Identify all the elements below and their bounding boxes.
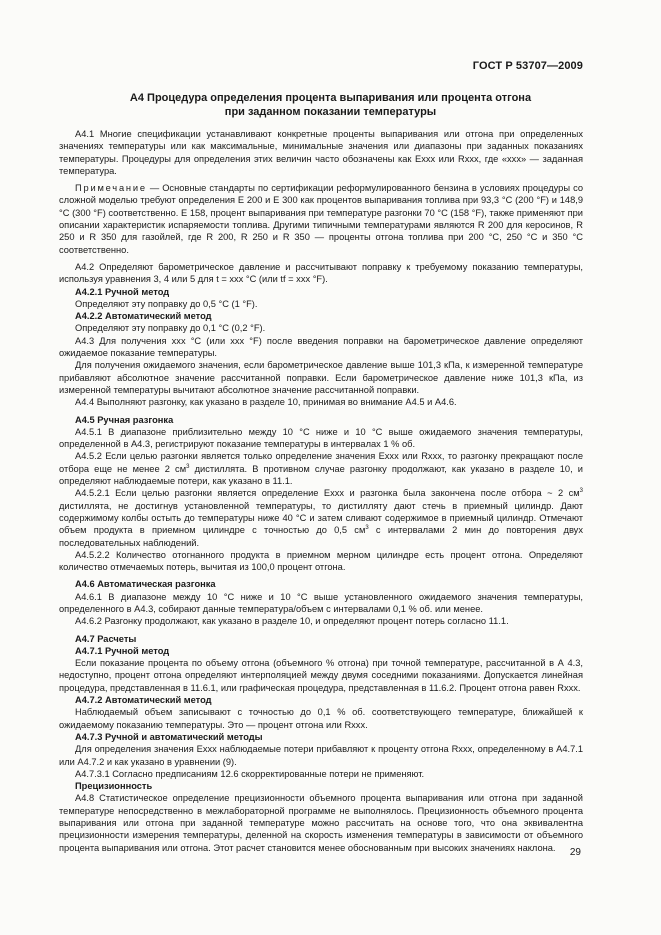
paragraph-a4-7-3-1: А4.7.3.1 Согласно предписаниям 12.6 скорректированные потери не применяют.: [75, 768, 425, 779]
paragraph-a4-7-2: Наблюдаемый объем записывают с точностью до 0,1 % об. соответствующего температуре, ближайшей к ожидаемому показанию температуры. Это — процент отгона или Rxxx.: [59, 707, 583, 730]
heading-a4-7-3: А4.7.3 Ручной и автоматический методы: [75, 731, 263, 742]
paragraph-a4-2-1: Определяют эту поправку до 0,5 °С (1 °F).: [75, 298, 258, 309]
paragraph-a4-5-2-1-text-3: с интервалами 2 мин до повторения двух последовательных наблюдений.: [59, 525, 583, 548]
heading-a4-2-2: А4.2.2 Автоматический метод: [75, 311, 212, 322]
document-body: [59, 128, 583, 854]
section-title: [60, 92, 601, 119]
heading-a4-7-2: А4.7.2 Автоматический метод: [75, 695, 212, 706]
paragraph-a4-3: А4.3 Для получения ххх °С (или ххх °F) после введения поправки на барометрическое давление определяют ожидаемое показание температуры.: [59, 335, 583, 359]
paragraph-a4-5-2-1-text-2: дистиллята, не достигнув установленной температуры, то дистилляту дают стечь в приемный цилиндр. Дают содержимому колбы остыть до температуры ниже 40 °С и затем сливают содержимое в приемный цилиндр. Отмечают объем продукта в приемном цилиндре с точностью до 0,5 см: [59, 500, 583, 536]
paragraph-a4-6-2: А4.6.2 Разгонку продолжают, как указано в разделе 10, и определяют процент потерь согласно 11.1.: [75, 616, 509, 627]
paragraph-a4-4: А4.4 Выполняют разгонку, как указано в разделе 10, принимая во внимание А4.5 и А4.6.: [75, 397, 457, 408]
paragraph-a4-2: А4.2 Определяют барометрическое давление и рассчитывают поправку к требуемому показанию температуры, используя уравнения 3, 4 или 5 для t = ххх °С (или tf = xxx °F).: [59, 261, 583, 285]
section-title-line-2: при заданном показании температуры: [224, 105, 437, 118]
heading-precision: Прецизионность: [75, 781, 153, 792]
paragraph-a4-5-2-1: [59, 487, 583, 548]
paragraph-a4-1: А4.1 Многие спецификации устанавливают конкретные проценты выпаривания или отгона при определенных значениях температуры или как максимальные, минимальные значения или диапазоны при заданных показаниях температуры. Процедуры для определения этих величин часто обозначены как Еххх или Rxxx, где «xxx» — заданная температура.: [59, 129, 583, 176]
section-title-line-1: А4 Процедура определения процента выпаривания или процента отгона: [129, 92, 532, 104]
paragraph-a4-3-b: Для получения ожидаемого значения, если барометрическое давление выше 101,3 кПа, к измеренной температуре прибавляют абсолютное значение рассчитанной поправки. Если барометрическое давление ниже 101,3 кПа, из измеренной температуры вычитают абсолютное значение рассчитанной поправки.: [59, 360, 583, 395]
heading-a4-6: А4.6 Автоматическая разгонка: [75, 579, 216, 590]
paragraph-a4-5-2-1-text-1: А4.5.2.1 Если целью разгонки является определение Еххх и разгонка была закончена после отбора ~ 2 см: [75, 488, 580, 499]
note-text: — Основные стандарты по сертификации реформулированного бензина в условиях процедуры со сложной моделью требуют определения Е 200 и Е 300 как процентов выпаривания топлива при 93,3 °С (200 °F) и 148,9 °С (300 °F) соответственно. Е 158, процент выпаривания при температуре разгонки 70 °С (158 °F), также применяют при описании характеристик испаряемости топлива. Другими типичными температурами являются R 200 для керосинов, R 250 и R 350 для газойлей, где R 200, R 250 и R 350 — проценты отгона топлива при 200 °С, 250 °С и 350 °С соответственно.: [59, 183, 583, 255]
paragraph-a4-7-3: Для определения значения Еххх наблюдаемые потери прибавляют к проценту отгона Rxxx, определенному в А4.7.1 или А4.7.2 и как указано в уравнении (9).: [59, 744, 583, 767]
paragraph-a4-8: А4.8 Статистическое определение прецизионности объемного процента выпаривания или отгона при заданной температуре непосредственно в межлабораторной программе не выполнялось. Прецизионность объемного процента выпаривания или отгона при заданной температуре можно рассчитать на основе того, что она эквивалентна прецизионности измерения температуры, деленной на скорость изменения температуры в зависимости от объемного процента выпаривания или отгона. Этот расчет становится менее обоснованным при высоких значениях наклона.: [59, 793, 583, 853]
heading-a4-5: А4.5 Ручная разгонка: [75, 414, 174, 425]
superscript-3: 3: [186, 463, 190, 470]
paragraph-a4-5-2-text-2: дистиллята. В противном случае разгонку продолжают, как указано в разделе 10, и определяют наблюдаемые потери, как указано в 11.1.: [59, 463, 583, 487]
paragraph-a4-5-2: [59, 450, 583, 487]
page-number: 29: [569, 847, 581, 858]
heading-a4-7: А4.7 Расчеты: [75, 633, 137, 644]
note-label: Примечание: [75, 183, 147, 194]
paragraph-a4-2-2: Определяют эту поправку до 0,1 °С (0,2 °F).: [75, 323, 266, 334]
paragraph-a4-6-1: А4.6.1 В диапазоне между 10 °С ниже и 10 °С выше установленного ожидаемого значения температуры, определенного в А4.3, собирают данные температура/объем с интервалами 0,1 % об. или менее.: [59, 591, 583, 614]
document-code: ГОСТ Р 53707—2009: [472, 60, 583, 72]
note-paragraph: [59, 182, 583, 256]
paragraph-a4-7-1: Если показание процента по объему отгона (объемного % отгона) при точной температуре, рассчитанной в А 4.3, недоступно, процент отгона определяют интерполяцией между двумя соседними показаниями. Допускается линейная процедура, представленная в 11.6.1, или графическая процедура, представленная в 11.6.2. Процент отгона равен Rxxx.: [59, 658, 583, 693]
heading-a4-7-1: А4.7.1 Ручной метод: [75, 645, 170, 656]
heading-a4-2-1: А4.2.1 Ручной метод: [75, 286, 170, 297]
paragraph-a4-5-2-text-1: А4.5.2 Если целью разгонки является только определение значения Еххх или Rxxx, то разгонку прекращают после отбора еще не менее 2 см: [59, 451, 583, 474]
paragraph-a4-5-1: А4.5.1 В диапазоне приблизительно между 10 °С ниже и 10 °С выше ожидаемого значения температуры, определенной в А4.3, регистрируют показание температуры в интервалах 1 % об.: [59, 426, 583, 450]
superscript-3: 3: [365, 525, 369, 532]
superscript-3: 3: [579, 488, 583, 495]
paragraph-a4-5-2-2: А4.5.2.2 Количество отогнанного продукта в приемном мерном цилиндре есть процент отгона. Определяют количество отмечаемых потерь, вычитая из 100,0 процент отгона.: [59, 549, 583, 573]
